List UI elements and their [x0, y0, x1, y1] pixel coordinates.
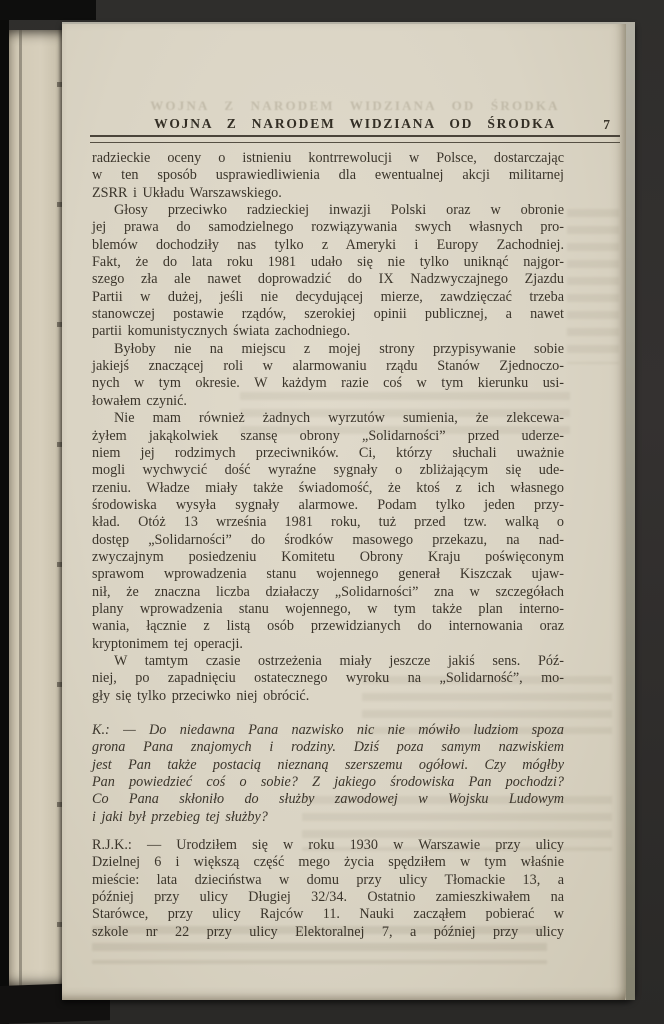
text-line: Pan powiedzieć coś o sobie? Z jakiego środowiska Pan pochodzi?	[92, 774, 564, 791]
text-line: W tamtym czasie ostrzeżenia miały jeszcze jakiś sens. Póź-	[114, 652, 564, 669]
showthrough-title: WOJNA Z NARODEM WIDZIANA OD ŚRODKA	[150, 98, 560, 113]
scan-background-left	[0, 0, 9, 1024]
paragraph	[92, 202, 564, 341]
text-line: szkole nr 22 przy ulicy Elektoralnej 7, a później przy ulicy	[92, 923, 564, 940]
text-line: jest Pan także postacią nieznaną szerszemu ogółowi. Czy mógłby	[92, 756, 564, 773]
text-line: stanowczej postawie rządów, szerokiej opinii publicznej, a nawet	[92, 306, 564, 323]
text-line: Fakt, że do lata roku 1981 udało się nie tylko uniknąć najgor-	[92, 254, 564, 271]
text-line: rzeniu. Władze miały także świadomość, że ktoś z ich własnego	[92, 479, 564, 496]
text-line: nych w tym okresie. W każdym razie coś w tym kierunku usi-	[92, 375, 564, 392]
text-line: kład. Otóż 13 września 1981 roku, tuż przed tzw. walką o	[92, 514, 564, 531]
text-line: Co Pana skłoniło do służby zawodowej w Wojsku Ludowym	[92, 791, 564, 808]
scan-corner-top-left	[0, 0, 96, 20]
paragraph	[92, 722, 564, 826]
text-line: szego zła ale nawet doprowadzić do IX Nadzwyczajnego Zjazdu	[92, 271, 564, 288]
text-line: grona Pana znajomych i rodziny. Dziś poza samym nazwiskiem	[92, 739, 564, 756]
text-line: jakiejś znaczącej roli w alarmowaniu rządu Stanów Zjednoczo-	[92, 358, 564, 375]
text-line: sprawom wprowadzenia stanu wojennego generał Kiszczak ujaw-	[92, 566, 564, 583]
text-line: żyłem jakąkolwiek szansę obrony „Solidarności” przed uderze-	[92, 427, 564, 444]
text-line: gły się tylko przeciwko niej obrócić.	[92, 687, 310, 704]
text-line: Głosy przeciwko radzieckiej inwazji Polski oraz w obronie	[114, 202, 564, 219]
text-line: R.J.K.: — Urodziłem się w roku 1930 w Warszawie przy ulicy	[92, 837, 564, 854]
text-line: mieście: lata dzieciństwa w domu przy ulicy Tłomackie 13, a	[92, 871, 564, 888]
text-line: radzieckie oceny o istnieniu kontrrewolucji w Polsce, dostarczając	[92, 150, 564, 166]
text-line: blemów dochodziły nas tylko z Ameryki i Europy Zachodniej.	[92, 236, 564, 253]
text-line: kryptonimem tej operacji.	[92, 635, 243, 652]
header-double-rule	[90, 135, 620, 143]
running-header-title: WOJNA Z NARODEM WIDZIANA OD ŚRODKA	[154, 116, 556, 131]
paragraph	[92, 837, 564, 941]
text-line: zwyczajnym posiedzeniu Komitetu Obrony Kraju poświęconym	[92, 548, 564, 565]
page-text	[92, 150, 564, 941]
text-line: nił, że znaczna liczba działaczy „Solidarności” zna w szczegółach	[92, 583, 564, 600]
text-line: wania, łącznie z listą osób przewidzianych do internowania oraz	[92, 618, 564, 635]
text-line: środowiska wysyła sygnały alarmowe. Podam tylko jeden przy-	[92, 496, 564, 513]
paragraph	[92, 653, 564, 705]
paragraph	[92, 410, 564, 653]
book-page-edges	[9, 30, 62, 988]
text-line: niem jej rodzimych przeciwników. Ci, którzy słuchali uważnie	[92, 444, 564, 461]
paragraph	[92, 150, 564, 202]
page-edge-crease	[19, 30, 22, 988]
text-line: Byłoby nie na miejscu z mojej strony przypisywanie sobie	[114, 340, 564, 357]
text-line: ZSRR i Układu Warszawskiego.	[92, 184, 282, 201]
text-line: partii komunistycznych świata zachodniego.	[92, 323, 351, 340]
text-line: jej prawa do samodzielnego rozwiązywania swych własnych pro-	[92, 219, 564, 236]
paragraph	[92, 341, 564, 410]
text-line: Starówce, przy ulicy Rajców 11. Nauki zacząłem pobierać w	[92, 906, 564, 923]
text-line: później przy ulicy Długiej 32/34. Ostatnio zamieszkiwałem na	[92, 889, 564, 906]
text-line: Partii w dużej, jeśli nie decydującej mierze, zawdzięczać trzeba	[92, 288, 564, 305]
text-line: plany wprowadzenia stanu wojennego, w tym także plan interno-	[92, 600, 564, 617]
text-line: K.: — Do niedawna Pana nazwisko nic nie mówiło ludziom spoza	[92, 722, 564, 738]
text-line: łowałem czynić.	[92, 392, 187, 409]
showthrough-smudge	[567, 209, 619, 364]
text-line: i jaki był przebieg tej służby?	[92, 808, 268, 825]
running-header	[90, 116, 620, 134]
text-line: mogli wychwycić dość wyraźne sygnały o zbliżającym się ude-	[92, 462, 564, 479]
text-line: dostęp „Solidarności” do środków masowego przekazu, na nad-	[92, 531, 564, 548]
text-line: w ten sposób usprawiedliwienia dla ewentualnej akcji militarnej	[92, 167, 564, 184]
text-line: niej, po zapadnięciu ostatecznego wyroku na „Solidarność”, mo-	[92, 670, 564, 687]
text-line: Dzielnej 6 i większą część mego życia spędziłem w tym właśnie	[92, 854, 564, 871]
book-page	[62, 22, 635, 1000]
page-number: 7	[603, 117, 610, 132]
text-line: Nie mam również żadnych wyrzutów sumienia, że zlekcewa-	[114, 410, 564, 427]
